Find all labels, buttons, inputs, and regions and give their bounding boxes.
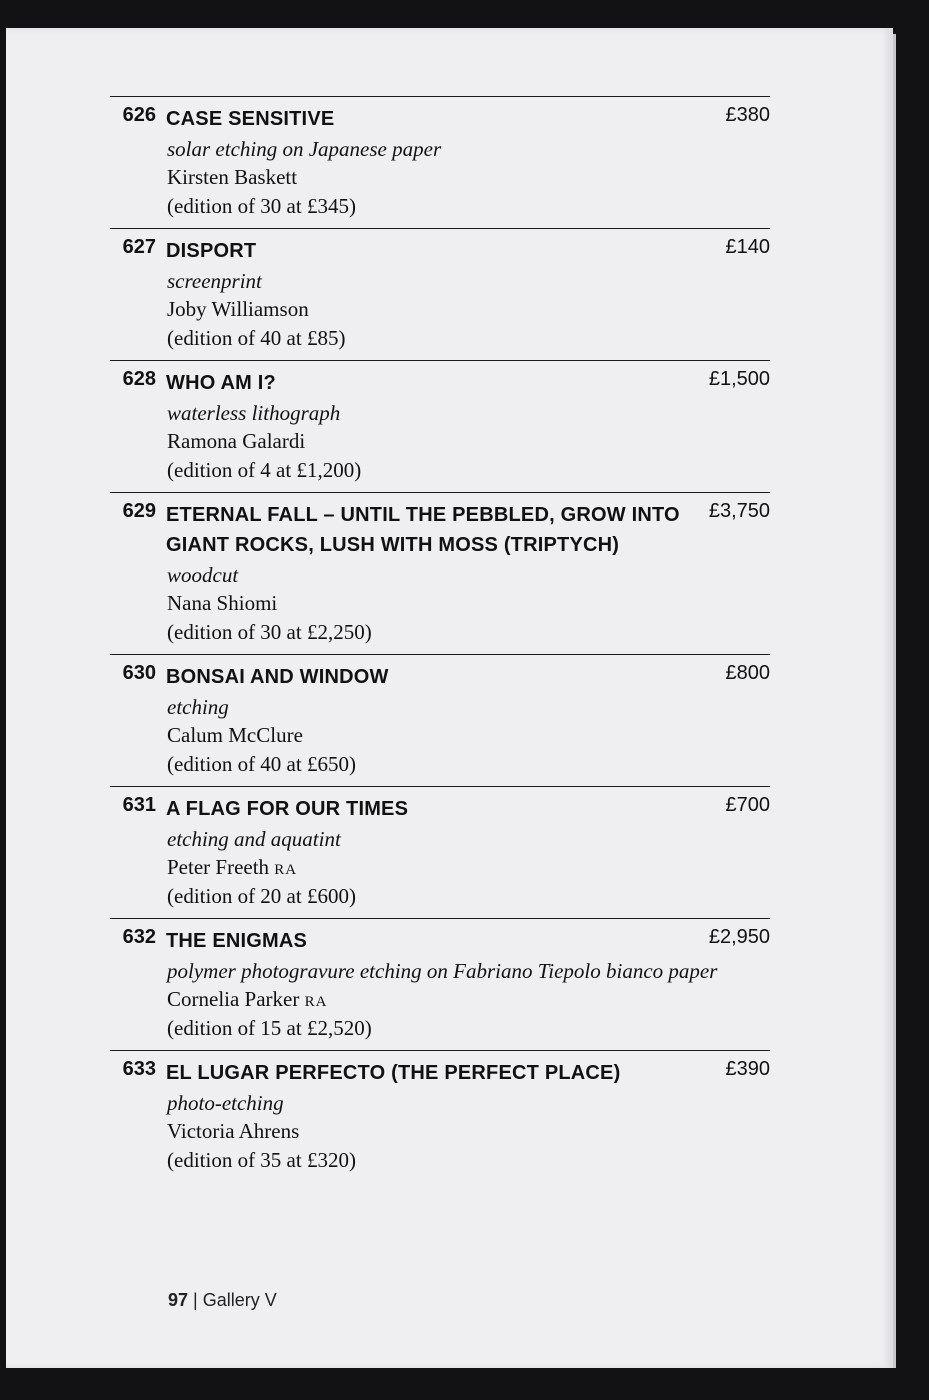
footer-separator: | <box>193 1290 198 1310</box>
entry-medium: waterless lithograph <box>167 401 341 425</box>
section-name: Gallery V <box>202 1290 277 1310</box>
entry-edition: (edition of 20 at £600) <box>167 884 356 908</box>
artist-name: Joby Williamson <box>167 297 309 321</box>
entry-price: £140 <box>725 236 770 258</box>
entry-medium: etching and aquatint <box>167 827 341 851</box>
artist-name: Ramona Galardi <box>167 429 306 453</box>
artist-name: Nana Shiomi <box>167 591 278 615</box>
entry-number: 629 <box>122 500 156 522</box>
ra-suffix: RA <box>304 994 328 1010</box>
ra-suffix: RA <box>274 862 298 878</box>
entry-edition: (edition of 30 at £2,250) <box>167 620 372 644</box>
page-number: 97 <box>168 1290 189 1310</box>
entry-artist <box>167 163 767 191</box>
entry-title: BONSAI AND WINDOW <box>166 666 389 688</box>
entry-price: £2,950 <box>708 926 770 948</box>
entry-number: 632 <box>122 926 156 948</box>
entry-number: 628 <box>122 368 156 390</box>
entry-artist <box>167 295 767 323</box>
entry-medium: woodcut <box>167 563 239 587</box>
catalogue-entry <box>110 360 770 491</box>
entry-price: £800 <box>725 662 770 684</box>
entry-title: EL LUGAR PERFECTO (THE PERFECT PLACE) <box>166 1062 621 1084</box>
entry-edition: (edition of 35 at £320) <box>167 1148 356 1172</box>
entry-price: £1,500 <box>708 368 770 390</box>
entry-medium: polymer photogravure etching on Fabriano Tiepolo bianco paper <box>167 959 718 983</box>
entry-title: CASE SENSITIVE <box>166 108 335 130</box>
page-edge <box>893 34 896 1368</box>
entry-edition: (edition of 40 at £85) <box>167 326 346 350</box>
entry-artist <box>167 427 767 455</box>
entry-number: 626 <box>122 104 156 126</box>
entry-price: £3,750 <box>708 500 770 522</box>
entry-price: £380 <box>725 104 770 126</box>
catalogue-entry <box>110 492 770 651</box>
entry-title: WHO AM I? <box>166 372 276 394</box>
entry-edition: (edition of 4 at £1,200) <box>167 458 362 482</box>
entry-price: £700 <box>725 794 770 816</box>
entry-artist <box>167 853 767 884</box>
entry-artist <box>167 985 767 1016</box>
catalogue-entry <box>110 654 770 785</box>
entry-edition: (edition of 15 at £2,520) <box>167 1016 372 1040</box>
entry-title: ETERNAL FALL – UNTIL THE PEBBLED, GROW INTO GIANT ROCKS, LUSH WITH MOSS (TRIPTYCH) <box>166 504 680 556</box>
entry-artist <box>167 721 767 749</box>
artist-name: Peter Freeth <box>167 855 270 879</box>
entry-edition: (edition of 40 at £650) <box>167 752 356 776</box>
entry-number: 627 <box>122 236 156 258</box>
entry-medium: screenprint <box>167 269 262 293</box>
artist-name: Kirsten Baskett <box>167 165 298 189</box>
entry-price: £390 <box>725 1058 770 1080</box>
catalogue-entry <box>110 228 770 359</box>
entry-number: 630 <box>122 662 156 684</box>
entry-medium: solar etching on Japanese paper <box>167 137 442 161</box>
entry-artist <box>167 589 767 617</box>
catalogue-entry <box>110 918 770 1049</box>
entry-medium: etching <box>167 695 229 719</box>
entry-number: 633 <box>122 1058 156 1080</box>
catalogue-entry <box>110 786 770 917</box>
entry-medium: photo-etching <box>167 1091 284 1115</box>
artist-name: Victoria Ahrens <box>167 1119 300 1143</box>
entry-title: DISPORT <box>166 240 257 262</box>
page-footer <box>168 1290 277 1311</box>
entry-number: 631 <box>122 794 156 816</box>
entry-title: THE ENIGMAS <box>166 930 308 952</box>
entry-title: A FLAG FOR OUR TIMES <box>166 798 409 820</box>
artist-name: Calum McClure <box>167 723 303 747</box>
catalogue-entry <box>110 96 770 227</box>
artist-name: Cornelia Parker <box>167 987 300 1011</box>
entry-edition: (edition of 30 at £345) <box>167 194 356 218</box>
entry-artist <box>167 1117 767 1145</box>
catalogue-entry <box>110 1050 770 1181</box>
